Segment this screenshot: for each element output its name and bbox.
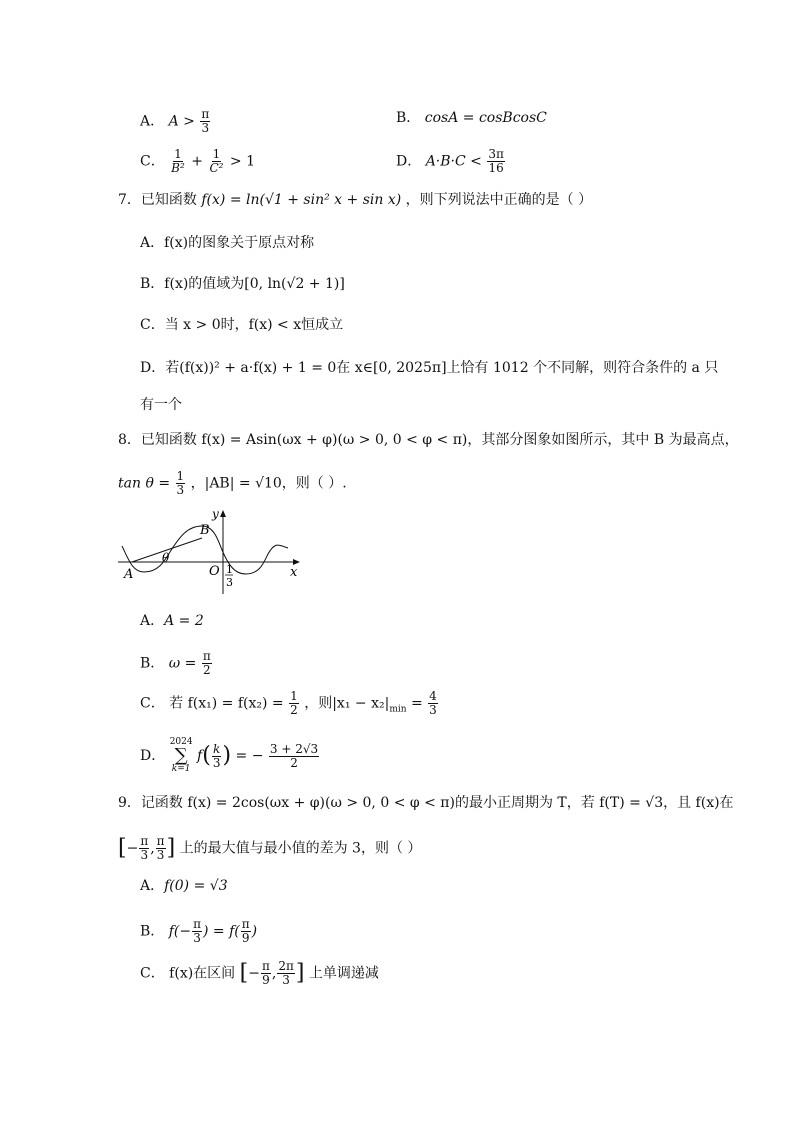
q8-stem [118, 430, 739, 450]
denominator: 3 [140, 848, 149, 862]
fraction [139, 835, 149, 862]
q8-stem-line2 [118, 470, 347, 497]
sigma-icon: ∑ [174, 745, 188, 766]
fraction [192, 918, 202, 945]
option-math: A > [168, 113, 195, 130]
option-math: A = 2 [164, 613, 204, 629]
fraction [428, 690, 438, 717]
option-label: B． [140, 655, 165, 672]
option-text: 有一个 [140, 397, 182, 413]
fraction [269, 743, 319, 770]
fraction [289, 690, 299, 717]
option-label: D． [396, 153, 422, 170]
q8-option-d [140, 738, 320, 774]
denominator: 3 [156, 848, 165, 862]
fraction [487, 148, 505, 175]
option-label: C． [140, 153, 165, 170]
numerator: 2π [278, 959, 294, 973]
numerator: 1 [174, 147, 182, 161]
option-label: B． [396, 110, 421, 126]
option-label: C． [140, 965, 165, 982]
q6-option-b [396, 108, 547, 128]
numerator: π [156, 834, 165, 848]
y-axis-arrow [220, 510, 226, 517]
option-text: f(x)在区间 [169, 965, 236, 982]
option-label: C． [140, 695, 165, 712]
q9-option-a [140, 876, 228, 896]
paren-close: ) [222, 743, 232, 768]
numerator: π [140, 834, 149, 848]
option-text: 上单调递减 [308, 965, 379, 982]
y-axis-label: y [212, 508, 219, 521]
denominator: 9 [262, 973, 270, 987]
numerator: π [261, 959, 270, 973]
q8-option-a [140, 611, 204, 631]
option-label: A． [140, 613, 165, 629]
option-label: A． [140, 878, 165, 894]
q7-stem [118, 190, 592, 210]
equals-sign: = − [235, 748, 264, 764]
fraction [208, 148, 224, 175]
fraction [202, 650, 212, 677]
option-label: D． [140, 360, 166, 376]
bracket-open: [ [118, 835, 127, 861]
option-math: ) [251, 923, 258, 940]
denominator: 3 [212, 755, 221, 770]
bracket-close: ] [295, 960, 305, 986]
q6-option-a [140, 108, 211, 135]
option-text: 若(f(x))² + a·f(x) + 1 = 0在 x∈[0, 2025π]上恰有 1012 个不同解，则符合条件的 a 只 [165, 360, 719, 376]
option-label: D． [140, 748, 166, 764]
option-math: ω = [168, 655, 197, 672]
equals-sign: = [410, 695, 423, 712]
q9-option-c: C． f(x)在区间 [− $\frac{\pi}{9}$ , $\frac{2\pi}{3}$ ] 上单调递减 [140, 959, 379, 987]
q7-option-b [140, 274, 345, 294]
sum-lower-limit: k=1 [171, 764, 191, 774]
option-text: 若 f(x₁) = f(x₂) = [169, 695, 284, 712]
denominator: C² [209, 161, 224, 175]
question-formula: f(x) = ln(√1 + sin² x + sin x) [201, 192, 402, 208]
denominator: 2 [202, 663, 211, 677]
denominator: B² [171, 161, 185, 175]
numerator: π [193, 917, 202, 931]
numerator: 1 [290, 689, 298, 703]
q6-option-d [396, 148, 506, 175]
fraction [241, 918, 251, 945]
denominator: 2 [290, 755, 298, 770]
option-math: f(− [168, 923, 192, 940]
option-text: ，则|x₁ − x₂| [304, 695, 390, 712]
bracket-close: ] [166, 835, 176, 861]
tick-numerator: 1 [226, 563, 233, 576]
q7-option-d [140, 358, 718, 378]
denominator: 3 [176, 483, 185, 497]
q7-option-a [140, 233, 314, 253]
bracket-open: [ [239, 960, 249, 986]
summation [170, 738, 193, 774]
q9-stem-line2: [− $\frac{\pi}{3}$ , $\frac{\pi}{3}$ ] 上的最大值与最小值的差为 3，则（ ） [118, 834, 422, 862]
question-text: ，则下列说法中正确的是（ ） [405, 192, 593, 208]
point-b-label: B [200, 523, 210, 538]
question-text: 上的最大值与最小值的差为 3，则（ ） [179, 840, 422, 857]
numerator: π [241, 917, 250, 931]
numerator: 3 + 2√3 [269, 741, 319, 756]
q7-option-d-continued [140, 395, 182, 415]
origin-label: O [209, 564, 220, 579]
option-text: 当 x > 0时，f(x) < x恒成立 [164, 317, 344, 333]
option-label: C． [140, 317, 165, 333]
option-math: A·B·C < [425, 153, 482, 170]
sine-graph-figure [118, 508, 308, 598]
denominator: 3 [429, 703, 437, 717]
subscript: min [389, 704, 407, 715]
denominator: 2 [290, 703, 298, 717]
fraction [261, 960, 271, 987]
q8-option-c [140, 690, 439, 719]
point-a-label: A [124, 567, 134, 582]
option-text: f(x)的图象关于原点对称 [164, 235, 315, 251]
option-math: f(0) = √3 [164, 878, 228, 894]
question-formula: tan θ = [118, 475, 171, 492]
question-text: ，|AB| = √10，则（ ）. [190, 475, 347, 492]
option-label: A． [140, 113, 165, 130]
option-label: B． [140, 276, 165, 292]
denominator: 3 [282, 973, 290, 987]
sum-upper-limit: 2024 [169, 737, 193, 747]
plus-sign: + [191, 153, 203, 170]
question-text: 9．记函数 f(x) = 2cos(ωx + φ)(ω > 0, 0 < φ < π)的最小正周期为 T，若 f(T) = √3，且 f(x)在 [118, 795, 734, 811]
q6-option-c [140, 148, 255, 175]
x-axis-label: x [290, 565, 298, 580]
fraction [200, 108, 210, 135]
q7-option-c [140, 315, 343, 335]
question-text: 8．已知函数 f(x) = Asin(ωx + φ)(ω > 0, 0 < φ < π)，其部分图象如图所示，其中 B 为最高点， [118, 432, 739, 448]
question-text: 7．已知函数 [118, 192, 197, 208]
fraction [277, 960, 295, 987]
tick-denominator: 3 [226, 576, 233, 589]
denominator: 16 [488, 161, 504, 175]
option-label: A． [140, 235, 165, 251]
numerator: 1 [176, 469, 185, 483]
option-label: B． [140, 923, 165, 940]
q9-stem [118, 793, 734, 813]
denominator: 9 [241, 931, 250, 945]
denominator: 3 [201, 121, 210, 135]
q9-option-b [140, 918, 257, 945]
q8-option-b [140, 650, 213, 677]
paren-open: ( [202, 743, 211, 768]
numerator: 3π [488, 147, 504, 161]
numerator: 4 [429, 689, 437, 703]
denominator: 3 [193, 931, 201, 945]
function-name: f [197, 748, 203, 764]
numerator: k [213, 741, 221, 756]
option-math: cosA = cosBcosC [424, 110, 547, 126]
fraction [176, 470, 186, 497]
fraction [170, 148, 186, 175]
theta-label: θ [162, 551, 170, 565]
option-text: f(x)的值域为[0, ln(√2 + 1)] [164, 276, 345, 292]
numerator: π [202, 649, 211, 663]
numerator: 1 [212, 147, 221, 161]
option-math: ) = f( [203, 923, 240, 940]
fraction [156, 835, 166, 862]
numerator: π [201, 107, 210, 121]
fraction [212, 743, 222, 770]
option-math: > 1 [229, 153, 255, 170]
